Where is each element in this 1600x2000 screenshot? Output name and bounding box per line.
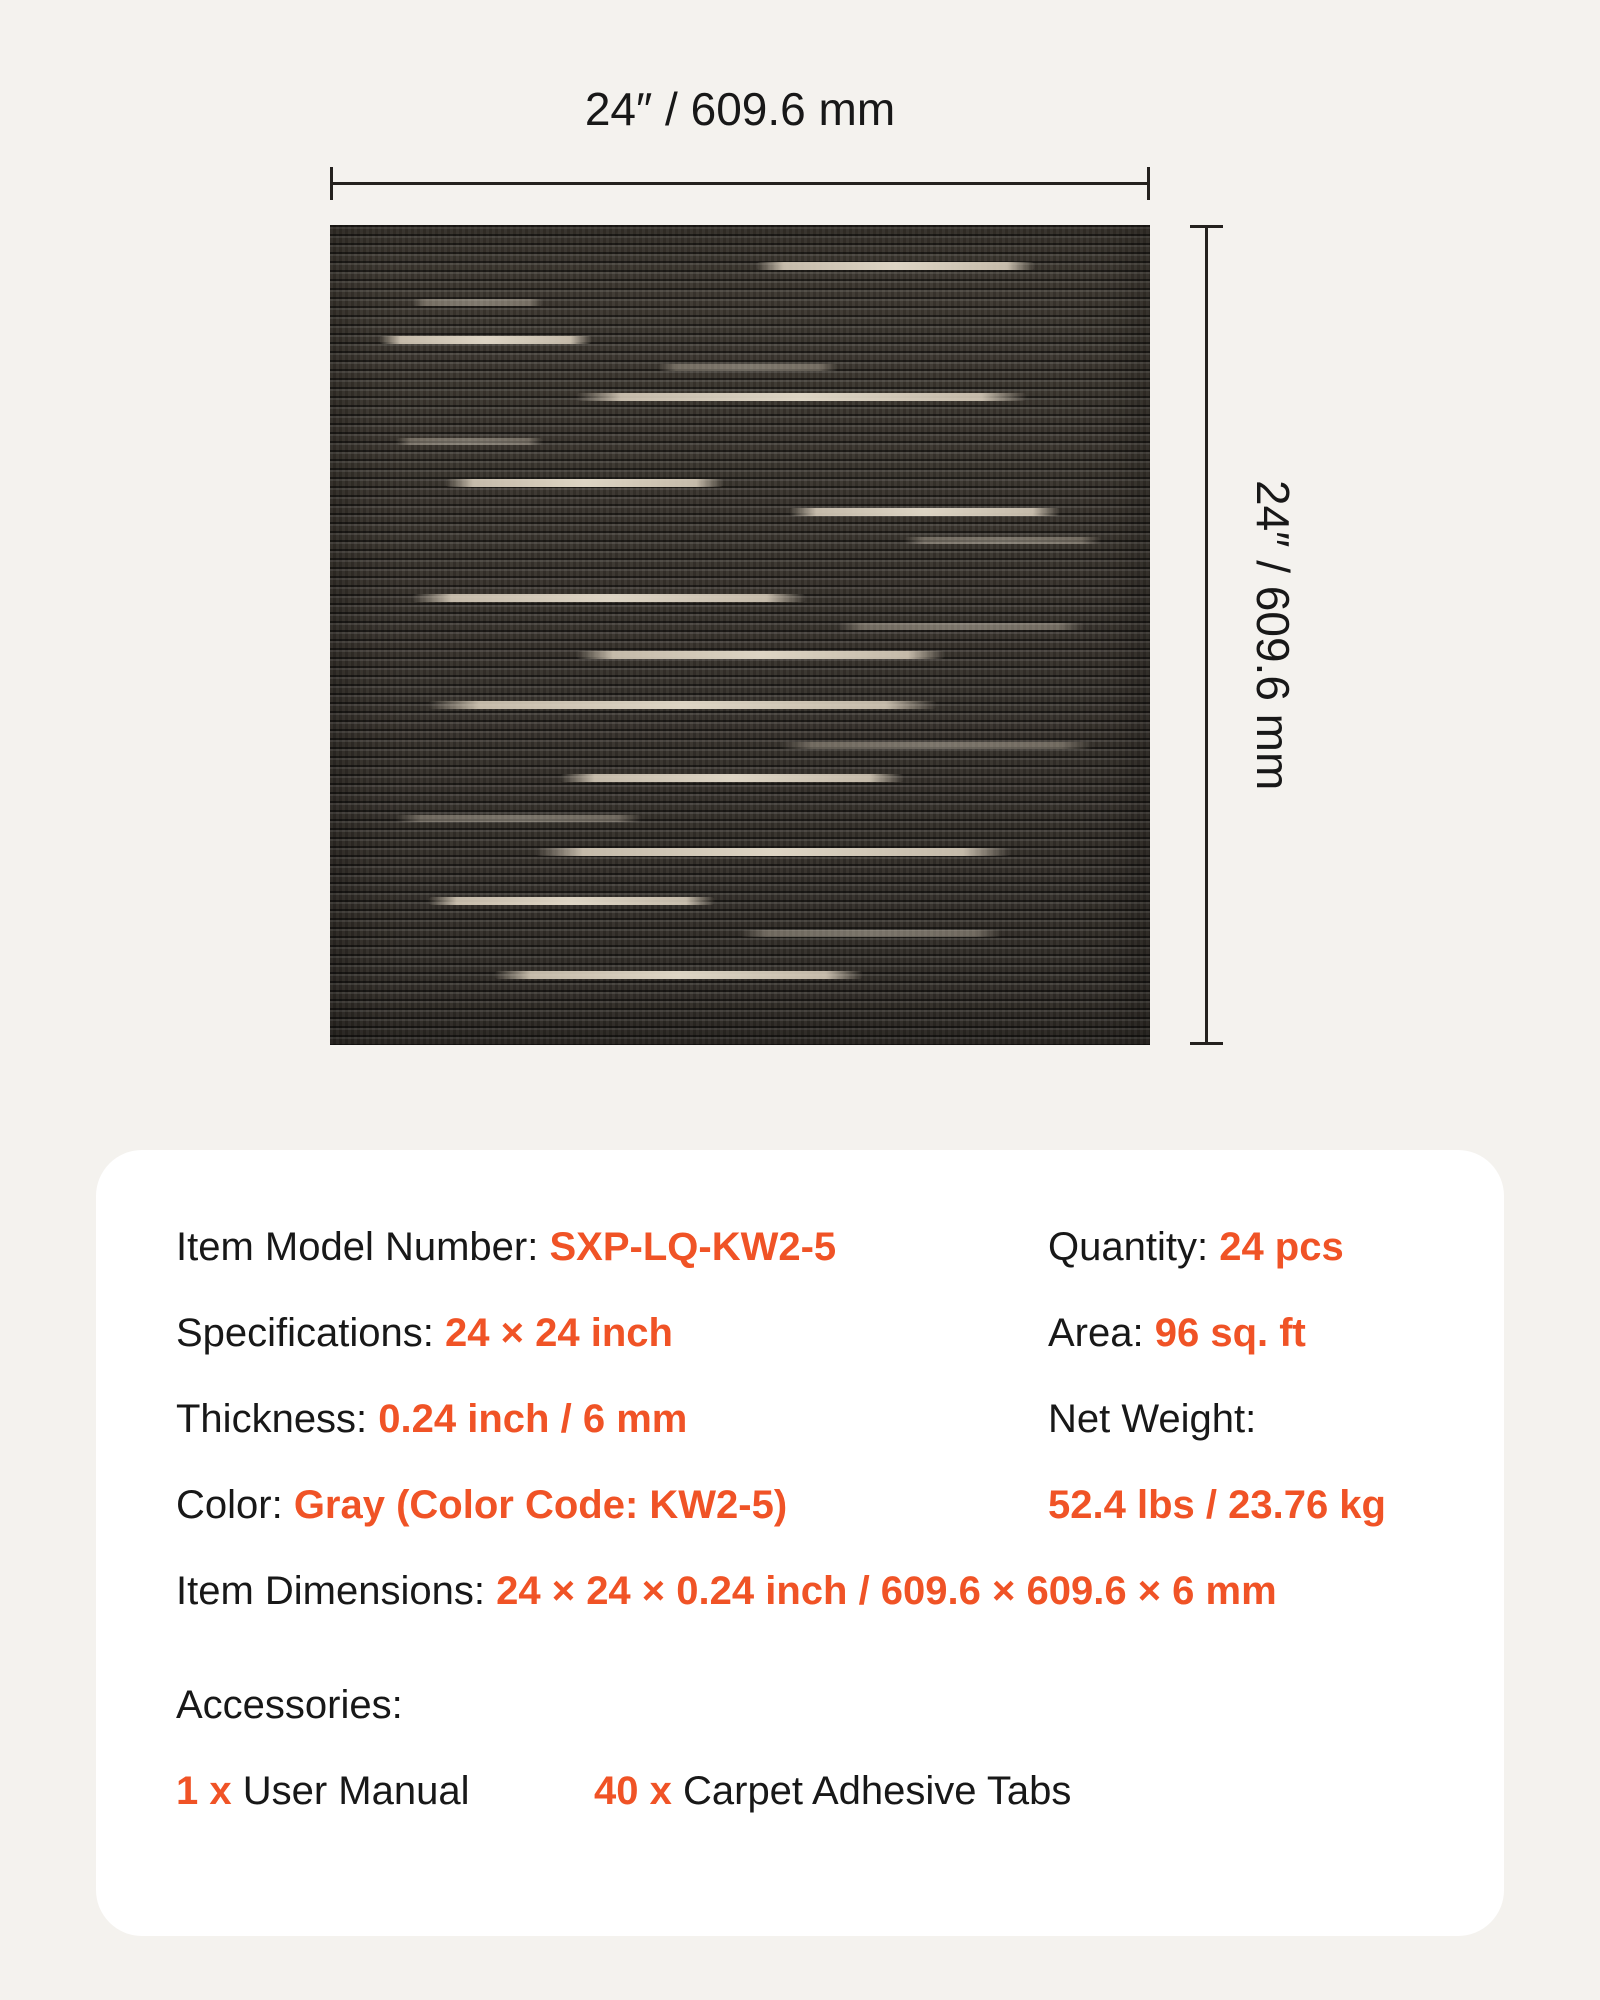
spec-thickness-value: 0.24 inch / 6 mm	[378, 1396, 688, 1441]
spec-net-weight-label: Net Weight:	[1048, 1396, 1257, 1441]
spec-color-label: Color:	[176, 1482, 294, 1527]
carpet-tile-image	[330, 225, 1150, 1045]
spec-row-model-quantity	[176, 1204, 1436, 1290]
side-dimension-label: 24″ / 609.6 mm	[1247, 479, 1299, 791]
accessory-adhesive-tabs	[594, 1769, 1071, 1814]
spec-row-size-area	[176, 1290, 1436, 1376]
dimension-tick	[1190, 1042, 1223, 1045]
accessory-adhesive-tabs-label: Carpet Adhesive Tabs	[682, 1768, 1072, 1813]
spec-quantity	[1048, 1225, 1436, 1270]
spec-net-weight-value-cell	[1048, 1483, 1436, 1528]
spec-area	[1048, 1311, 1436, 1356]
spec-card	[96, 1150, 1504, 1936]
spec-net-weight-value: 52.4 lbs / 23.76 kg	[1048, 1482, 1386, 1527]
spec-row-thickness-netweight	[176, 1376, 1436, 1462]
accessory-user-manual	[176, 1769, 594, 1814]
spec-size-label: Specifications:	[176, 1310, 446, 1355]
spec-color-value: Gray (Color Code: KW2-5)	[293, 1482, 788, 1527]
spec-item-dimensions-label: Item Dimensions:	[176, 1568, 497, 1613]
vertical-dimension-line	[1205, 225, 1208, 1045]
spec-area-label: Area:	[1048, 1310, 1155, 1355]
accessory-adhesive-tabs-space	[672, 1769, 683, 1813]
spec-quantity-label: Quantity:	[1048, 1224, 1220, 1269]
spec-size-value: 24 × 24 inch	[445, 1310, 673, 1355]
spec-quantity-value: 24 pcs	[1219, 1224, 1344, 1269]
accessories-heading: Accessories:	[176, 1682, 403, 1727]
accessory-user-manual-label: User Manual	[242, 1768, 470, 1813]
spec-size	[176, 1311, 1048, 1356]
accessories-row	[176, 1748, 1436, 1834]
accessory-user-manual-name	[232, 1769, 243, 1813]
spec-net-weight	[1048, 1397, 1436, 1442]
dimension-tick	[1147, 167, 1150, 200]
spec-model	[176, 1225, 1048, 1270]
spec-row-item-dimensions	[176, 1548, 1436, 1634]
horizontal-dimension-line	[330, 182, 1150, 185]
top-dimension-label: 24″ / 609.6 mm	[584, 83, 896, 135]
spec-model-label: Item Model Number:	[176, 1224, 550, 1269]
spec-item-dimensions-value: 24 × 24 × 0.24 inch / 609.6 × 609.6 × 6 mm	[496, 1568, 1277, 1613]
spec-row-color-weightvalue	[176, 1462, 1436, 1548]
spec-thickness-label: Thickness:	[176, 1396, 379, 1441]
spec-model-value: SXP-LQ-KW2-5	[549, 1224, 837, 1269]
spec-item-dimensions	[176, 1569, 1277, 1614]
spec-color	[176, 1483, 1048, 1528]
spec-thickness	[176, 1397, 1048, 1442]
dimension-tick	[330, 167, 333, 200]
accessory-user-manual-qty: 1 x	[176, 1768, 232, 1813]
spec-area-value: 96 sq. ft	[1154, 1310, 1306, 1355]
accessory-adhesive-tabs-qty: 40 x	[594, 1768, 672, 1813]
dimension-tick	[1190, 225, 1223, 228]
